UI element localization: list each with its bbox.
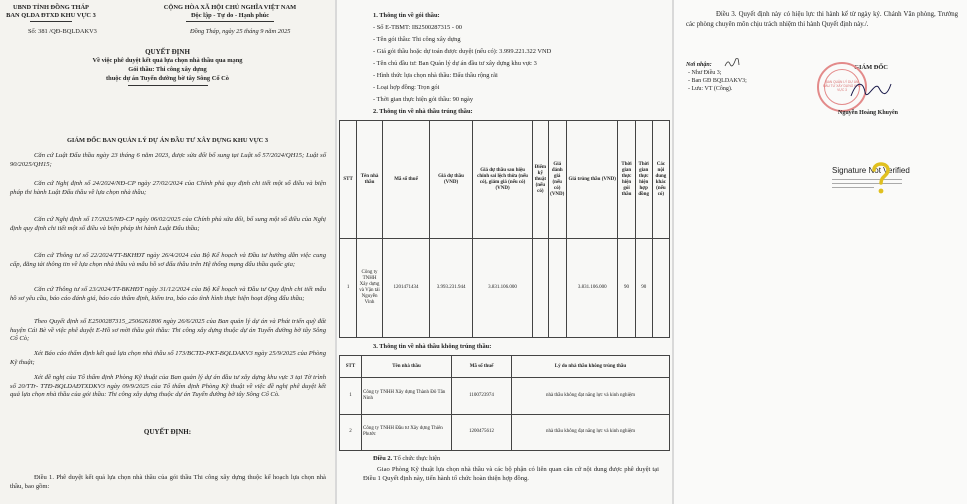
table-cell: 1 xyxy=(340,239,357,338)
table-cell: Công ty TNHH Xây dựng Thành Đô Tân Ninh xyxy=(362,378,452,415)
table-cell xyxy=(548,239,566,338)
section-2-title: 2. Thông tin về nhà thầu trúng thầu: xyxy=(373,108,473,115)
table-header-cell: Thời gian thực hiện gói thầu xyxy=(618,121,635,239)
table-header-cell: Giá trúng thầu (VND) xyxy=(566,121,618,239)
decision-subject-1: Về việc phê duyệt kết quả lựa chọn nhà thầu qua mạng xyxy=(92,57,243,64)
recipient-item: - Ban GĐ BQLDAKV3; xyxy=(688,78,747,84)
director-title: GIÁM ĐỐC xyxy=(854,64,888,71)
document-number: Số: 381 /QĐ-BQLDAKV3 xyxy=(28,28,97,35)
package-info-item: - Tên chủ đầu tư: Ban Quản lý dự án đầu tư xây dựng khu vực 3 xyxy=(373,60,537,67)
subject-rule xyxy=(128,85,208,86)
table-header-cell: Lý do nhà thầu không trúng thầu xyxy=(512,356,670,378)
question-mark-icon xyxy=(870,160,892,196)
table-cell: nhà thầu không đạt năng lực và kinh nghiệm xyxy=(512,414,670,451)
initials-mark xyxy=(724,58,740,68)
recipient-item: - Như Điều 3; xyxy=(688,70,722,76)
package-info-item: - Thời gian thực hiện gói thầu: 90 ngày xyxy=(373,96,474,103)
table-cell: 1 xyxy=(340,378,362,415)
legal-basis-6: Theo Quyết định số E2500287315_2506261806 ngày 26/6/2025 của Ban quản lý dự án và Phát triển quỹ đất huyện Cái Bè về việc phê duyệt E-Hồ sơ mời thầu gói thầu: Thi công xây dựng thuộc dự án Tuyến đường bờ tây Sông Cổ Cò; xyxy=(10,318,326,343)
table-header-cell: Điểm kỹ thuật (nếu có) xyxy=(533,121,548,239)
nation-name: CỘNG HÒA XÃ HỘI CHỦ NGHĨA VIỆT NAM xyxy=(163,4,297,11)
table-cell xyxy=(652,239,669,338)
table-cell: 1200475612 xyxy=(452,414,512,451)
header-rule-left xyxy=(30,21,72,22)
legal-basis-8: Xét đề nghị của Tổ thẩm định Phòng Kỹ thuật của Ban quản lý dự án đầu tư xây dựng khu vực 3 tại Tờ trình số 20/TTr- TTĐ-BQLDAĐTXDKV3 ngày 09/9/2025 của Tổ thẩm định Phòng Kỹ thuật về việc đề nghị phê duyệt kết quả lựa chọn nhà thầu của gói thầu: Thi công xây dựng thuộc dự án Tuyến đường bờ tây Sông Cổ Cò. xyxy=(10,374,326,399)
document-date: Đồng Tháp, ngày 25 tháng 9 năm 2025 xyxy=(190,28,291,35)
table-header-cell: Tên nhà thầu xyxy=(362,356,452,378)
legal-basis-7: Xét Báo cáo thẩm định kết quả lựa chọn nhà thầu số 173/BCTD-PKT-BQLDAKV3 ngày 25/9/2025 của Phòng Kỹ thuật; xyxy=(10,350,326,366)
table-header-cell: Tên nhà thầu xyxy=(357,121,383,239)
legal-basis-1: Căn cứ Luật Đấu thầu ngày 23 tháng 6 năm 2023, được sửa đổi bổ sung tại Luật số 57/2024/QH15; Luật số 90/2025/QH15; xyxy=(10,152,326,168)
stamp-text: BAN QUẢN LÝ DỰ ÁN ĐẦU TƯ XÂY DỰNG KHU VỰC 3 xyxy=(823,80,861,92)
table-cell: 1201471434 xyxy=(382,239,429,338)
decision-page-2 xyxy=(337,0,672,504)
table-header-cell: STT xyxy=(340,121,357,239)
article-2-lead: Tổ chức thực hiện xyxy=(392,455,441,462)
decision-title: QUYẾT ĐỊNH xyxy=(145,48,190,56)
package-info-item: - Hình thức lựa chọn nhà thầu: Đấu thầu rộng rãi xyxy=(373,72,498,79)
article-2-title: Điều 2. xyxy=(373,455,393,462)
package-info-item: - Loại hợp đồng: Trọn gói xyxy=(373,84,440,91)
article-1: Điều 1. Phê duyệt kết quả lựa chọn nhà thầu của gói thầu Thi công xây dựng thuộc kế hoạch lựa chọn nhà thầu, bao gồm: xyxy=(10,474,326,490)
section-1-title: 1. Thông tin về gói thầu: xyxy=(373,12,440,19)
table-header-cell: Mã số thuế xyxy=(452,356,512,378)
director-signature xyxy=(849,78,893,100)
article-2-heading xyxy=(373,455,440,462)
section-3-title: 3. Thông tin về nhà thầu không trúng thầu: xyxy=(373,343,492,350)
table-cell: nhà thầu không đạt năng lực và kinh nghiệm xyxy=(512,378,670,415)
table-cell: 1100723974 xyxy=(452,378,512,415)
table-header-row xyxy=(340,121,670,239)
table-cell: Công ty TNHH Đầu tư Xây dựng Thiên Phước xyxy=(362,414,452,451)
decision-page-3 xyxy=(674,0,967,504)
package-info-item: - Giá gói thầu hoặc dự toán được duyệt (nếu có): 3.999.221.322 VND xyxy=(373,48,552,55)
table-cell: 3.993.231.944 xyxy=(430,239,473,338)
table-cell: 2 xyxy=(340,414,362,451)
legal-basis-4: Căn cứ Thông tư số 22/2024/TT-BKHĐT ngày 26/4/2024 của Bộ Kế hoạch và Đầu tư hướng dẫn việc cung cấp, đăng tải thông tin về lựa chọn nhà thầu và mẫu hồ sơ đấu thầu trên Hệ thống mạng đấu thầu quốc gia; xyxy=(10,252,326,268)
table-row xyxy=(340,378,670,415)
agency-name: UBND TỈNH ĐỒNG THÁP xyxy=(13,4,89,11)
table-header-cell: Giá đánh giá (nếu có) (VND) xyxy=(548,121,566,239)
board-name: BAN QLDA ĐTXD KHU VỰC 3 xyxy=(6,12,96,19)
authority-heading: GIÁM ĐỐC BAN QUẢN LÝ DỰ ÁN ĐẦU TƯ XÂY DỰNG KHU VỰC 3 xyxy=(66,137,269,144)
legal-basis-2: Căn cứ Nghị định số 24/2024/NĐ-CP ngày 27/02/2024 của Chính phủ quy định chi tiết một số điều và biện pháp thi hành Luật Đấu thầu về lựa chọn nhà thầu; xyxy=(10,180,326,196)
table-header-cell: STT xyxy=(340,356,362,378)
table-header-cell: Các nội dung khác (nếu có) xyxy=(652,121,669,239)
decision-page-1 xyxy=(0,0,335,504)
table-cell: Công ty TNHH Xây dựng và Vận tải Nguyễn Vinh xyxy=(357,239,383,338)
decision-subject-3: thuộc dự án Tuyến đường bờ tây Sông Cổ Cò xyxy=(106,75,229,82)
winning-bidder-table xyxy=(339,120,670,338)
table-header-cell: Thời gian thực hiện hợp đồng xyxy=(635,121,652,239)
recipients-title: Nơi nhận: xyxy=(686,62,712,68)
table-row xyxy=(340,414,670,451)
article-2-body: Giao Phòng Kỹ thuật lựa chọn nhà thầu và các bộ phận có liên quan căn cứ nội dung được phê duyệt tại Điều 1 Quyết định này, tiến hành tổ chức hoàn thiện hợp đồng. xyxy=(363,466,659,482)
table-cell: 3.831.106.000 xyxy=(566,239,618,338)
package-info-item: - Tên gói thầu: Thi công xây dựng xyxy=(373,36,461,43)
losing-bidders-table xyxy=(339,355,670,451)
decision-subject-2: Gói thầu: Thi công xây dựng xyxy=(128,66,207,73)
header-rule-right xyxy=(186,21,274,22)
table-cell: 90 xyxy=(618,239,635,338)
table-header-cell: Mã số thuế xyxy=(382,121,429,239)
table-cell: 90 xyxy=(635,239,652,338)
table-header-cell: Giá dự thầu sau hiệu chỉnh sai lệch thừa (nếu có), giảm giá (nếu có) (VND) xyxy=(473,121,533,239)
table-row xyxy=(340,239,670,338)
signature-status: Signature Not Verified xyxy=(832,166,910,175)
table-cell: 3.831.106.000 xyxy=(473,239,533,338)
legal-basis-5: Căn cứ Thông tư số 23/2024/TT-BKHĐT ngày 31/12/2024 của Bộ Kế hoạch và Đầu tư Quy định chi tiết mẫu hồ sơ yêu cầu, báo cáo đánh giá, báo cáo thẩm định, kiểm tra, báo cáo tình hình thực hiện hoạt động đấu thầu; xyxy=(10,286,326,302)
article-3: Điều 3. Quyết định này có hiệu lực thi hành kể từ ngày ký. Chánh Văn phòng, Trưởng các phòng chuyên môn chịu trách nhiệm thi hành Quyết định này./. xyxy=(686,11,958,28)
legal-basis-3: Căn cứ Nghị định số 17/2025/NĐ-CP ngày 06/02/2025 của Chính phủ sửa đổi, bổ sung một số điều của Nghị định quy định chi tiết một số điều và biện pháp thi hành Luật Đấu thầu; xyxy=(10,216,326,232)
director-name: Nguyễn Hoàng Khuyên xyxy=(838,110,899,116)
decide-heading: QUYẾT ĐỊNH: xyxy=(143,428,192,436)
package-info-item: - Số E-TBMT: IB2500287315 - 00 xyxy=(373,24,462,31)
table-header-row xyxy=(340,356,670,378)
table-header-cell: Giá dự thầu (VND) xyxy=(430,121,473,239)
recipient-item: - Lưu: VT (Công). xyxy=(688,86,733,92)
motto: Độc lập - Tự do - Hạnh phúc xyxy=(190,12,270,19)
table-cell xyxy=(533,239,548,338)
